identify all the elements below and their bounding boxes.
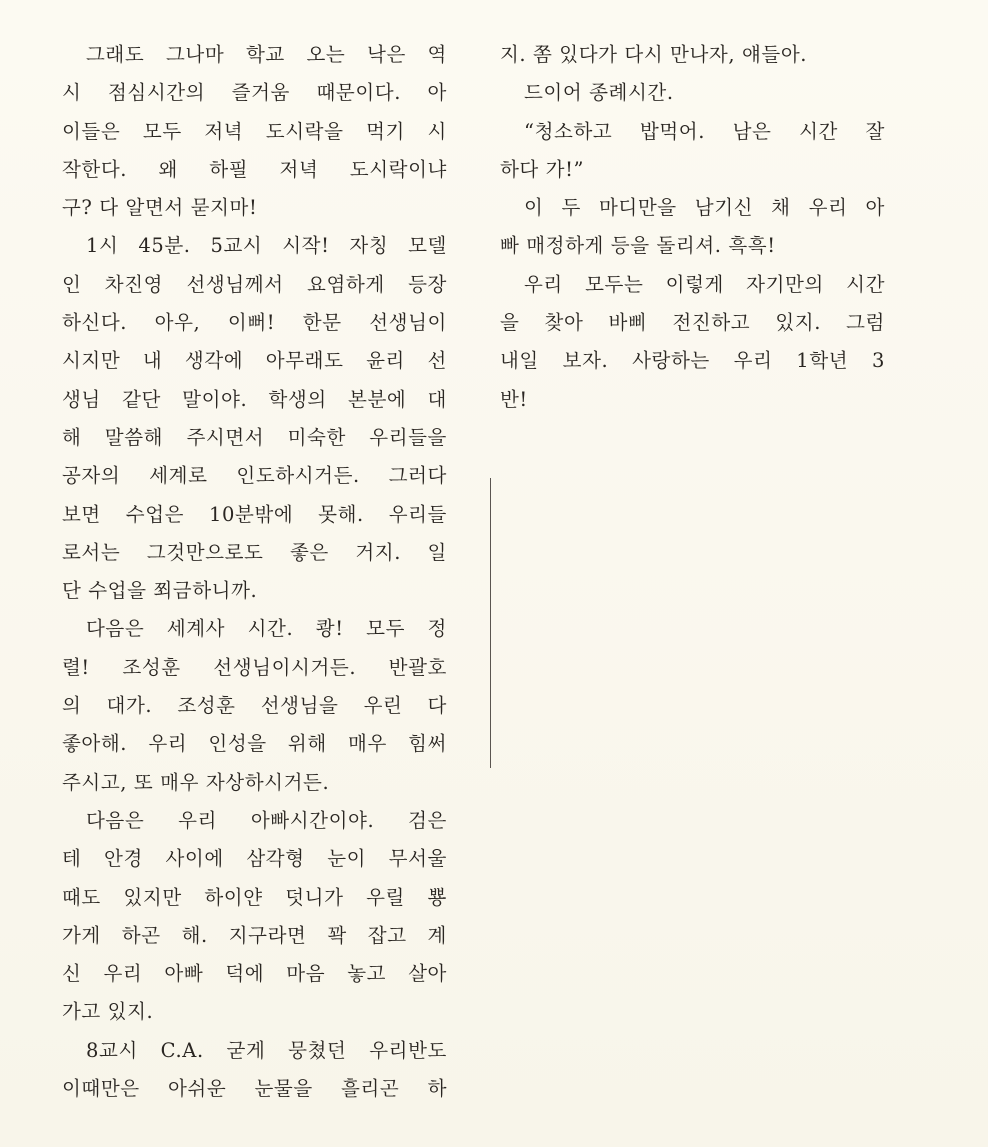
text-line: 반! (500, 387, 528, 411)
text-line: 가게 하곤 해. 지구라면 꽉 잡고 계 (62, 923, 447, 947)
text-line: 다음은 우리 아빠시간이야. 검은 (86, 808, 447, 832)
text-line: 이들은 모두 저녁 도시락을 먹기 시 (62, 119, 447, 143)
text-line: 을 찾아 바삐 전진하고 있지. 그럼 (500, 311, 885, 335)
left-text-column (62, 36, 447, 1108)
text-line: 8교시 C.A. 굳게 뭉쳤던 우리반도 (86, 1038, 447, 1062)
text-line: 이때만은 아쉬운 눈물을 흘리곤 하 (62, 1077, 447, 1101)
text-line: 로서는 그것만으로도 좋은 거지. 일 (62, 540, 447, 564)
text-line: 지. 쫌 있다가 다시 만나자, 얘들아. (500, 43, 808, 66)
text-line: 생님 같단 말이야. 학생의 본분에 대 (62, 387, 447, 411)
text-line: 가고 있지. (62, 1000, 154, 1024)
text-line: 우리 모두는 이렇게 자기만의 시간 (524, 272, 885, 296)
text-line: 드이어 종례시간. (524, 81, 674, 105)
text-line: 주시고, 또 매우 자상하시거든. (62, 770, 330, 794)
text-line: 1시 45분. 5교시 시작! 자칭 모델 (86, 234, 447, 258)
text-line: 인 차진영 선생님께서 요염하게 등장 (62, 272, 447, 296)
text-line: 의 대가. 조성훈 선생님을 우린 다 (62, 694, 447, 718)
text-line: 보면 수업은 10분밖에 못해. 우리들 (62, 502, 447, 526)
text-line: 좋아해. 우리 인성을 위해 매우 힘써 (62, 732, 447, 756)
text-line: 하신다. 아우, 이뻐! 한문 선생님이 (62, 311, 447, 335)
text-line: 단 수업을 쬐금하니까. (62, 579, 258, 603)
text-line: 시 점심시간의 즐거움 때문이다. 아 (62, 81, 447, 105)
column-divider (490, 478, 491, 768)
text-line: 그래도 그나마 학교 오는 낙은 역 (86, 43, 447, 66)
right-text-column (500, 36, 885, 419)
text-line: 다음은 세계사 시간. 쾅! 모두 정 (86, 617, 447, 641)
text-line: 테 안경 사이에 삼각형 눈이 무서울 (62, 847, 447, 871)
text-line: 작한다. 왜 하필 저녁 도시락이냐 (62, 157, 447, 181)
text-line: 공자의 세계로 인도하시거든. 그러다 (62, 464, 447, 488)
text-line: 구? 다 알면서 묻지마! (62, 196, 258, 220)
text-line: 해 말씀해 주시면서 미숙한 우리들을 (62, 425, 447, 449)
text-line: 렬! 조성훈 선생님이시거든. 반괄호 (62, 655, 447, 679)
text-line: 신 우리 아빠 덕에 마음 놓고 살아 (62, 962, 447, 986)
text-line: 이 두 마디만을 남기신 채 우리 아 (524, 196, 885, 220)
text-line: 빠 매정하게 등을 돌리셔. 흑흑! (500, 234, 776, 258)
text-line: “청소하고 밥먹어. 남은 시간 잘 (524, 119, 885, 143)
text-line: 내일 보자. 사랑하는 우리 1학년 3 (500, 349, 885, 373)
text-line: 하다 가!” (500, 157, 585, 181)
text-line: 시지만 내 생각에 아무래도 윤리 선 (62, 349, 447, 373)
text-line: 때도 있지만 하이얀 덧니가 우릴 뿅 (62, 885, 447, 909)
